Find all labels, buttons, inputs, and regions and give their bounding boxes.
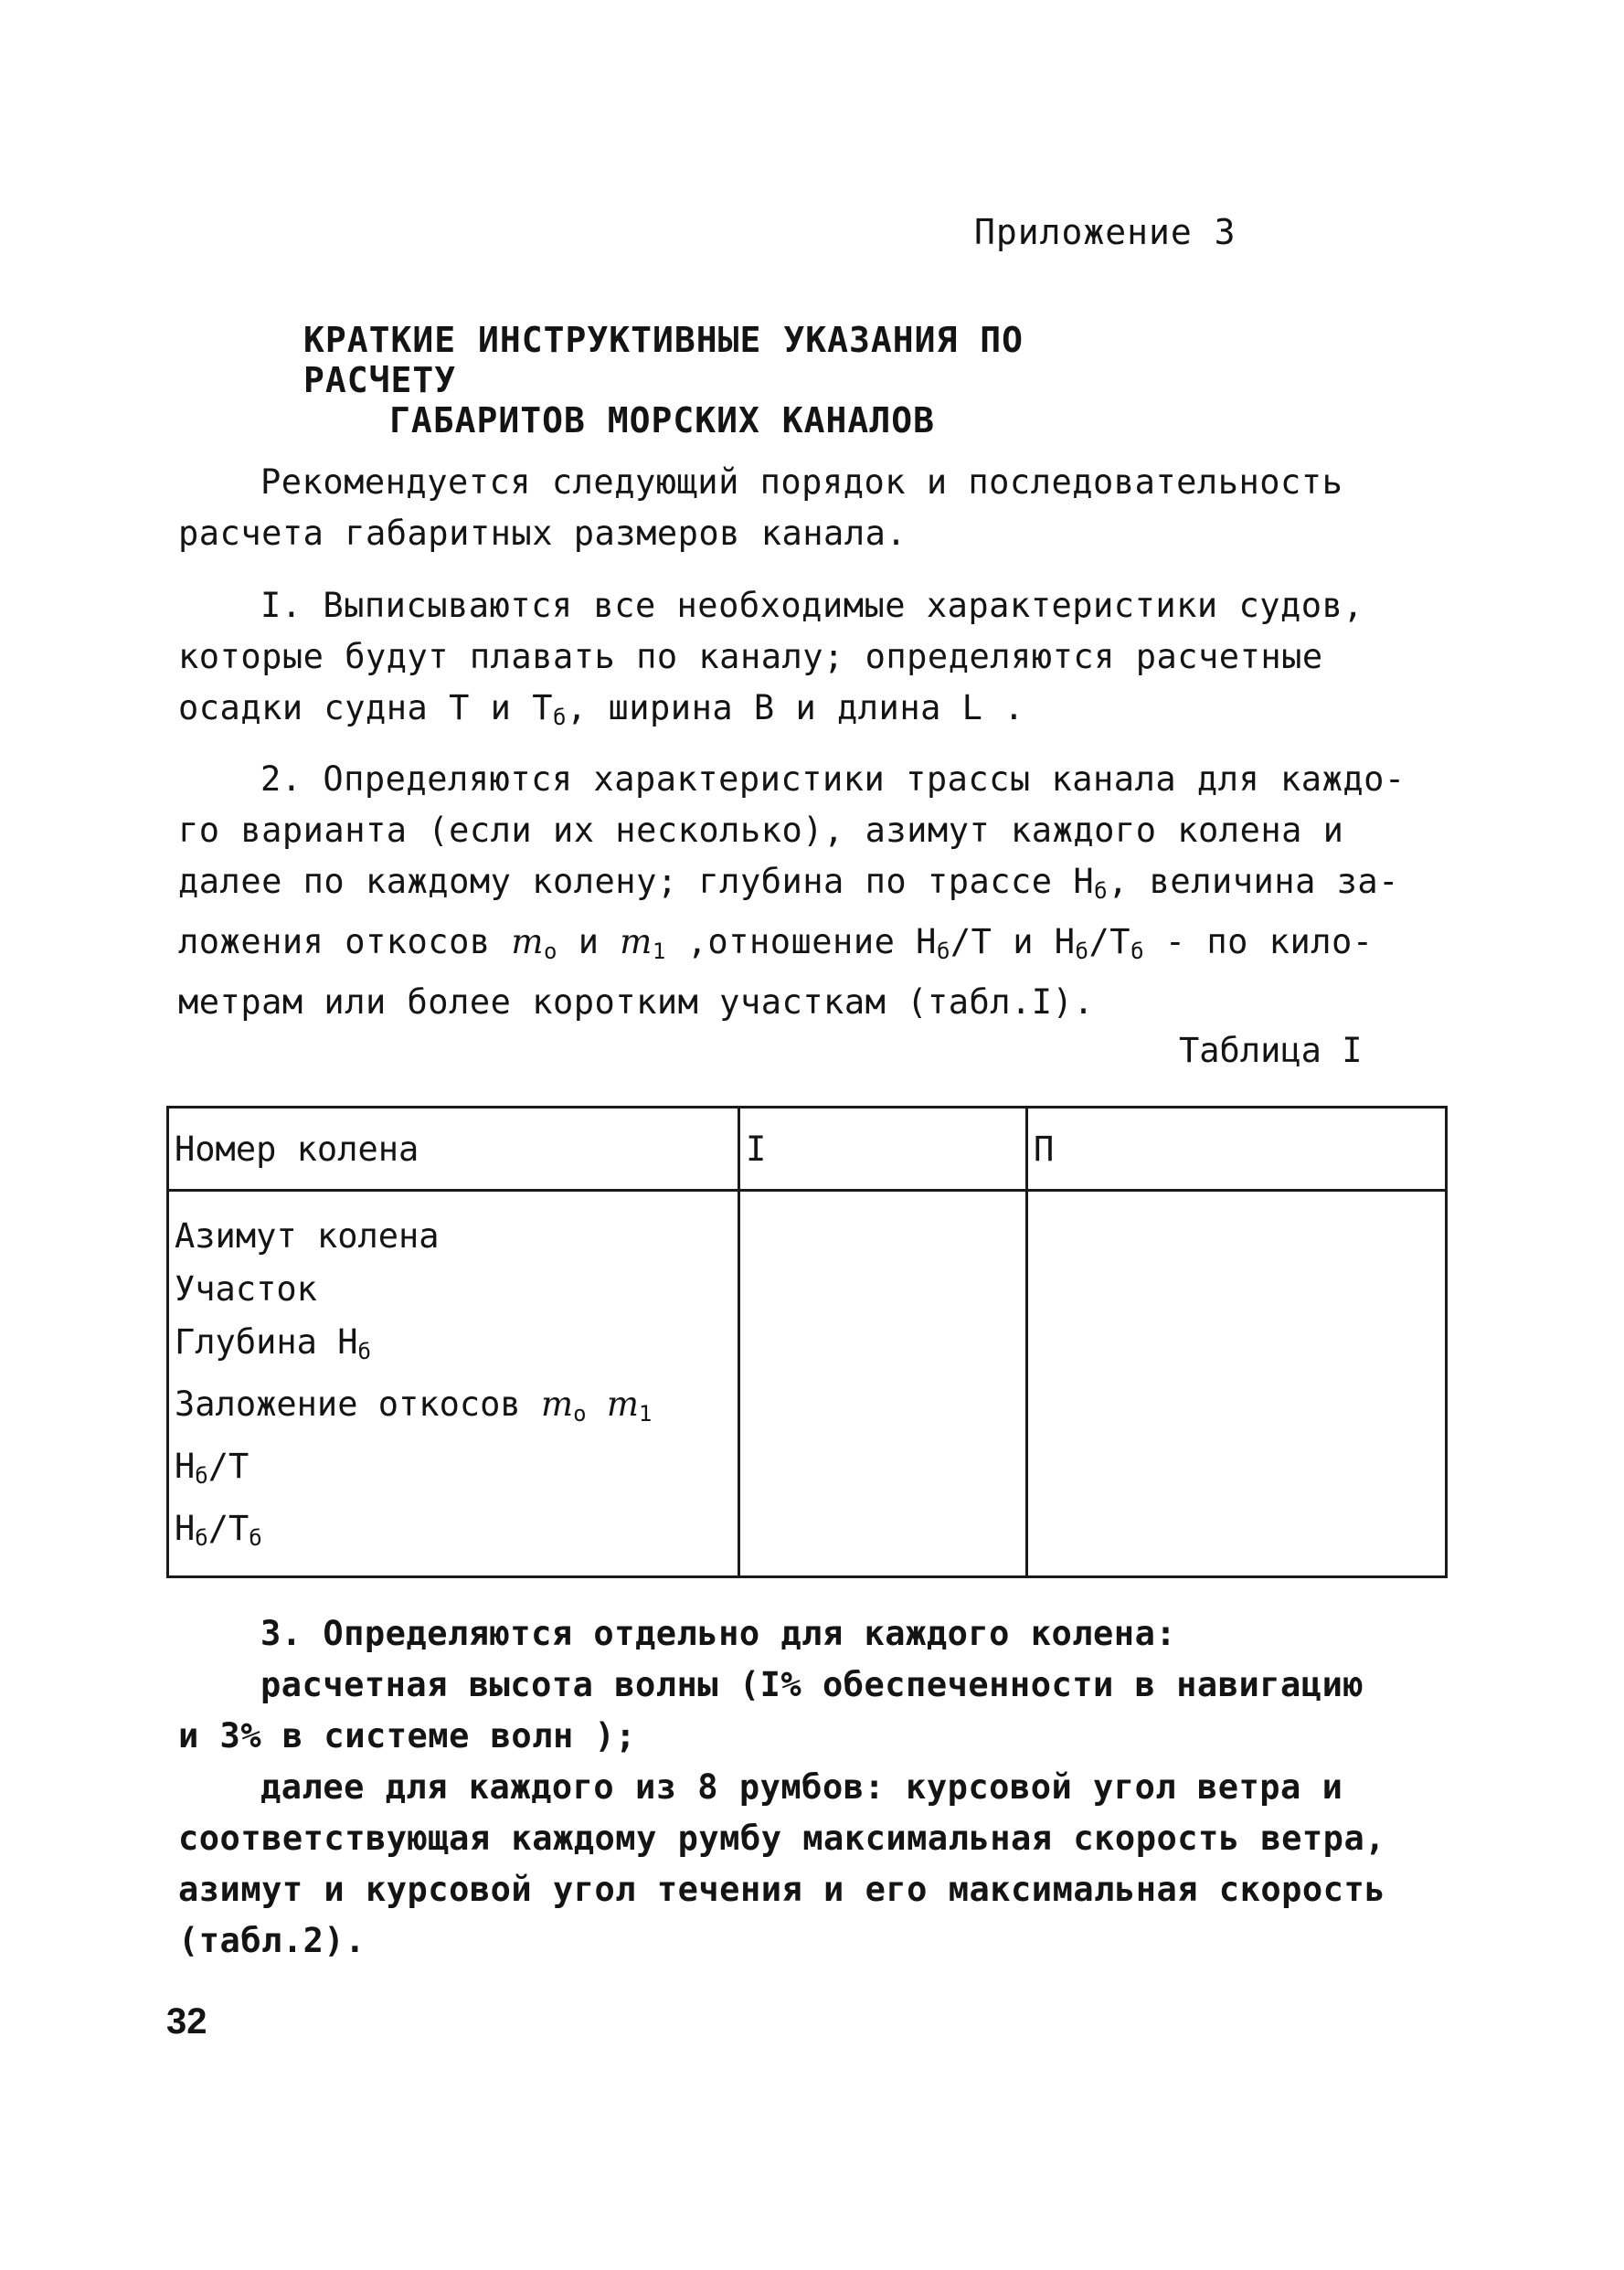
row-label: $Н_б/Т$ <box>175 1447 249 1489</box>
item-3-line-5: соответствующая каждому румбу максимальная скорость ветра, <box>178 1819 1386 1858</box>
item-3-line-1: 3. Определяются отдельно для каждого колена: <box>260 1614 1177 1653</box>
row-label: $Н_б/Т_б$ <box>175 1509 262 1551</box>
item-3-line-2: расчетная высота волны (I% обеспеченности в навигацию <box>260 1665 1364 1704</box>
item-1-paragraph <box>178 580 1421 743</box>
table-caption: Таблица I <box>1179 1031 1363 1070</box>
intro-line-2: расчета габаритных размеров канала. <box>178 514 908 553</box>
table-1 <box>166 1106 1448 1578</box>
intro-paragraph <box>178 457 1421 559</box>
title-line-1: КРАТКИЕ ИНСТРУКТИВНЫЕ УКАЗАНИЯ ПО РАСЧЕТУ <box>303 320 1024 400</box>
row-label: Глубина $Н_б$ <box>175 1322 371 1364</box>
item-3-line-6: азимут и курсовой угол течения и его максимальная скорость <box>178 1870 1386 1909</box>
item-2-line-3: далее по каждому колену; глубина по трассе $Н_б$, величина за- <box>178 862 1399 904</box>
table-row-labels <box>168 1191 739 1577</box>
table-header-cell: Номер колена <box>168 1108 739 1191</box>
item-2-line-4: ложения откосов $m_o$ и $m_1$ ,отношение $Н_б/Т$ и $Н_б/Т_б$ - по кило- <box>178 922 1374 964</box>
item-3-line-4: далее для каждого из 8 румбов: курсовой угол ветра и <box>260 1767 1343 1807</box>
item-2-paragraph <box>178 754 1421 1028</box>
document-title <box>274 320 1188 440</box>
item-3-line-3: и 3% в системе волн ); <box>178 1716 637 1756</box>
item-1-line-3: осадки судна Т и $Т_б$, ширина В и длина L . <box>178 688 1024 730</box>
appendix-label: Приложение 3 <box>974 212 1237 252</box>
table-header-row <box>168 1108 1447 1191</box>
item-1-line-2: которые будут плавать по каналу; определяются расчетные <box>178 637 1323 676</box>
table-cell-empty <box>739 1191 1027 1577</box>
item-3-paragraph <box>178 1608 1421 1967</box>
table-cell-empty <box>1027 1191 1447 1577</box>
table-header-cell: I <box>739 1108 1027 1191</box>
item-2-line-5: метрам или более коротким участкам (табл.I). <box>178 982 1095 1022</box>
item-2-line-1: 2. Определяются характеристики трассы канала для каждо- <box>260 759 1406 799</box>
title-line-2: ГАБАРИТОВ МОРСКИХ КАНАЛОВ <box>389 400 935 440</box>
table-header-cell: П <box>1027 1108 1447 1191</box>
item-2-line-2: го варианта (если их несколько), азимут каждого колена и <box>178 811 1344 850</box>
intro-line-1: Рекомендуется следующий порядок и последовательность <box>260 462 1343 502</box>
item-1-line-1: I. Выписываются все необходимые характеристики судов, <box>260 586 1364 625</box>
item-3-line-7: (табл.2). <box>178 1921 366 1960</box>
table-row <box>168 1191 1447 1577</box>
page-number: 32 <box>166 2001 207 2042</box>
row-label: Заложение откосов $m_o$ $m_1$ <box>175 1384 653 1427</box>
row-label: Участок <box>175 1269 317 1309</box>
row-label: Азимут колена <box>175 1216 440 1256</box>
